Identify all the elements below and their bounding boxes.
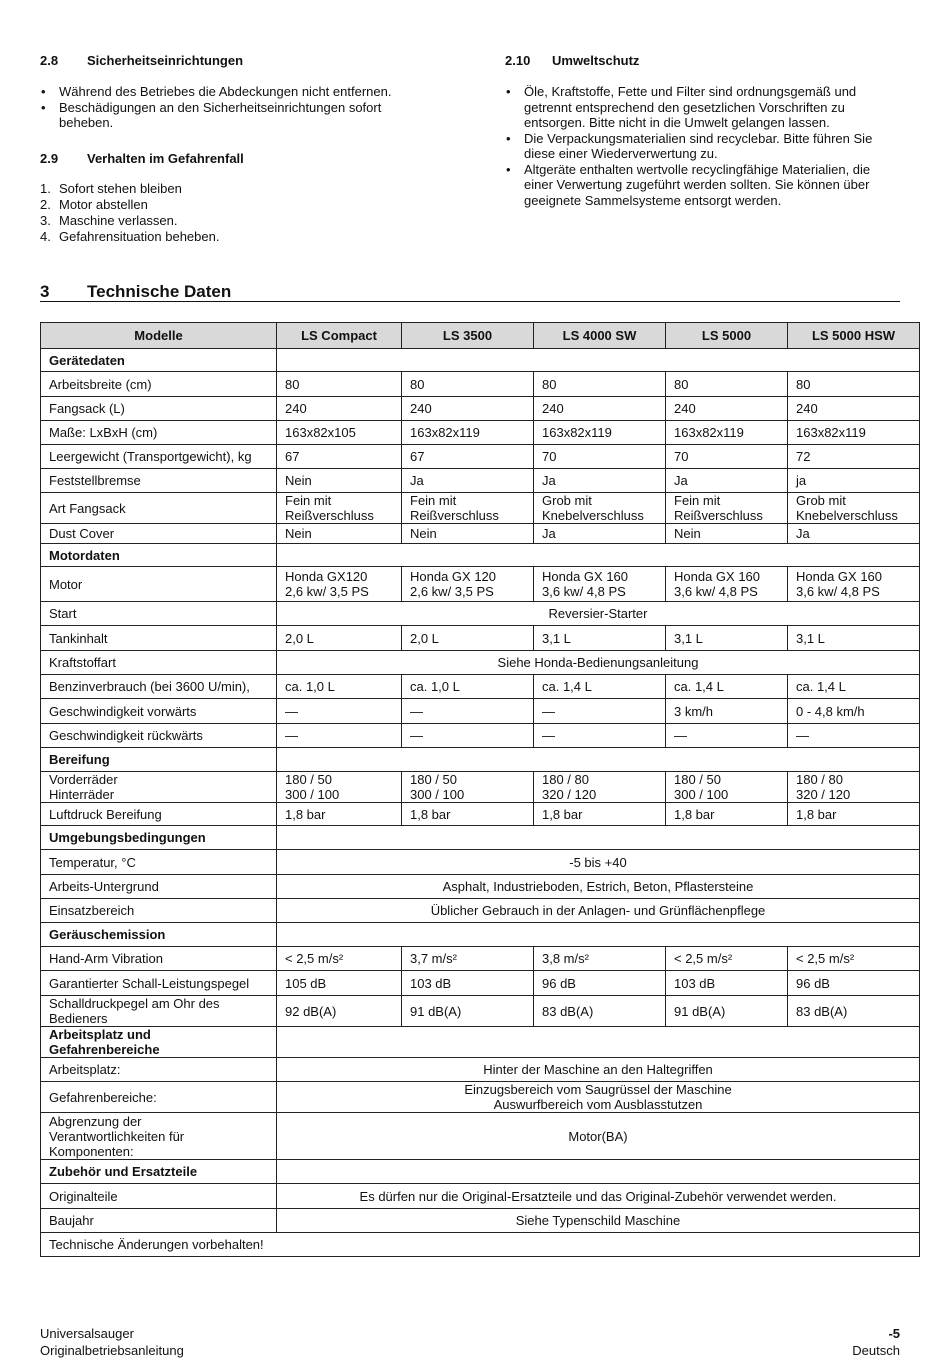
row-label: Originalteile: [41, 1184, 277, 1209]
empty-cell: [277, 349, 920, 372]
table-row: [41, 372, 920, 397]
section-label: Geräuschemission: [41, 923, 277, 947]
table-cell: —: [788, 724, 920, 748]
table-row: [41, 875, 920, 899]
table-row: [41, 971, 920, 996]
section-title: Umweltschutz: [552, 53, 640, 68]
spanned-value: Einzugsbereich vom Saugrüssel der Maschine Auswurfbereich vom Ausblasstutzen: [277, 1082, 920, 1113]
table-cell: 1,8 bar: [666, 803, 788, 826]
table-cell: Nein: [666, 524, 788, 544]
table-cell: —: [534, 724, 666, 748]
row-label: Fangsack (L): [41, 397, 277, 421]
list-item: • Die Verpackungsmaterialien sind recyclebar. Bitte führen Sie diese einer Wiederverwertung zu.: [505, 131, 895, 162]
row-label: Kraftstoffart: [41, 651, 277, 675]
table-cell: 103 dB: [666, 971, 788, 996]
table-cell: 240: [666, 397, 788, 421]
table-cell: 3 km/h: [666, 699, 788, 724]
table-cell: 3,1 L: [666, 626, 788, 651]
table-cell: 180 / 80 320 / 120: [788, 772, 920, 803]
row-label: Art Fangsack: [41, 493, 277, 524]
step-number: 3.: [40, 213, 51, 228]
column-header: LS 5000: [666, 323, 788, 349]
table-cell: 67: [402, 445, 534, 469]
table-row: [41, 651, 920, 675]
section-2-9-heading: [40, 151, 244, 166]
table-cell: 163x82x105: [277, 421, 402, 445]
row-label: Geschwindigkeit vorwärts: [41, 699, 277, 724]
table-note: Technische Änderungen vorbehalten!: [41, 1233, 920, 1257]
row-label: Tankinhalt: [41, 626, 277, 651]
empty-cell: [277, 748, 920, 772]
section-label: Arbeitsplatz und Gefahrenbereiche: [41, 1027, 277, 1058]
table-cell: 163x82x119: [788, 421, 920, 445]
section-label: Umgebungsbedingungen: [41, 826, 277, 850]
section-label: Motordaten: [41, 544, 277, 567]
table-cell: 80: [666, 372, 788, 397]
table-cell: 240: [402, 397, 534, 421]
table-cell: 83 dB(A): [534, 996, 666, 1027]
table-cell: 3,8 m/s²: [534, 947, 666, 971]
table-cell: < 2,5 m/s²: [666, 947, 788, 971]
row-label: Hand-Arm Vibration: [41, 947, 277, 971]
step-number: 2.: [40, 197, 51, 212]
table-row: [41, 1184, 920, 1209]
section-label: Gerätedaten: [41, 349, 277, 372]
table-cell: 180 / 50 300 / 100: [277, 772, 402, 803]
table-cell: 1,8 bar: [788, 803, 920, 826]
table-cell: 240: [534, 397, 666, 421]
table-cell: ca. 1,0 L: [277, 675, 402, 699]
row-label: Vorderräder Hinterräder: [41, 772, 277, 803]
step-text: Motor abstellen: [59, 197, 148, 212]
table-row: [41, 626, 920, 651]
table-row: [41, 1209, 920, 1233]
list-item: [40, 213, 430, 229]
table-cell: Honda GX 160 3,6 kw/ 4,8 PS: [788, 567, 920, 602]
column-header: LS Compact: [277, 323, 402, 349]
table-cell: Fein mit Reißverschluss: [402, 493, 534, 524]
table-cell: —: [402, 699, 534, 724]
table-cell: —: [277, 724, 402, 748]
spanned-value: Asphalt, Industrieboden, Estrich, Beton, Pflastersteine: [277, 875, 920, 899]
table-row: [41, 421, 920, 445]
section-label: Zubehör und Ersatzteile: [41, 1160, 277, 1184]
table-cell: 1,8 bar: [402, 803, 534, 826]
list-item: • Während des Betriebes die Abdeckungen nicht entfernen.: [40, 84, 430, 100]
empty-cell: [277, 544, 920, 567]
table-row: [41, 947, 920, 971]
row-label: Feststellbremse: [41, 469, 277, 493]
table-row: [41, 850, 920, 875]
footer-product: Universalsauger: [40, 1326, 134, 1341]
empty-cell: [277, 1027, 920, 1058]
footer-language: Deutsch: [852, 1343, 900, 1358]
table-cell: Honda GX120 2,6 kw/ 3,5 PS: [277, 567, 402, 602]
table-row: [41, 1058, 920, 1082]
table-cell: 1,8 bar: [277, 803, 402, 826]
row-label: Arbeitsbreite (cm): [41, 372, 277, 397]
table-cell: < 2,5 m/s²: [788, 947, 920, 971]
table-cell: ca. 1,4 L: [534, 675, 666, 699]
table-cell: 103 dB: [402, 971, 534, 996]
row-label: Garantierter Schall-Leistungspegel: [41, 971, 277, 996]
table-cell: ca. 1,4 L: [666, 675, 788, 699]
heading-rule: [40, 301, 900, 302]
step-text: Gefahrensituation beheben.: [59, 229, 220, 244]
table-cell: Honda GX 120 2,6 kw/ 3,5 PS: [402, 567, 534, 602]
table-cell: 0 - 4,8 km/h: [788, 699, 920, 724]
table-row: [41, 899, 920, 923]
table-row: [41, 469, 920, 493]
table-row: [41, 699, 920, 724]
table-body: [41, 349, 920, 1257]
table-row: [41, 397, 920, 421]
table-cell: 3,1 L: [788, 626, 920, 651]
row-label: Benzinverbrauch (bei 3600 U/min),: [41, 675, 277, 699]
table-section-row: [41, 826, 920, 850]
table-cell: —: [534, 699, 666, 724]
column-header: LS 3500: [402, 323, 534, 349]
section-title: Sicherheitseinrichtungen: [87, 53, 244, 68]
table-section-row: [41, 923, 920, 947]
table-section-row: [41, 1027, 920, 1058]
list-item: [40, 181, 430, 197]
table-cell: —: [666, 724, 788, 748]
safety-devices-list: [40, 84, 430, 131]
row-label: Gefahrenbereiche:: [41, 1082, 277, 1113]
row-label: Einsatzbereich: [41, 899, 277, 923]
row-label: Dust Cover: [41, 524, 277, 544]
table-cell: —: [277, 699, 402, 724]
table-cell: 240: [788, 397, 920, 421]
table-row: [41, 803, 920, 826]
section-2-8-heading: [40, 53, 243, 68]
list-item: • Beschädigungen an den Sicherheitseinrichtungen sofort beheben.: [40, 100, 430, 131]
table-cell: Ja: [788, 524, 920, 544]
row-label: Temperatur, °C: [41, 850, 277, 875]
table-cell: 180 / 50 300 / 100: [666, 772, 788, 803]
table-cell: 80: [534, 372, 666, 397]
row-label: Geschwindigkeit rückwärts: [41, 724, 277, 748]
table-row: [41, 567, 920, 602]
table-header-row: [41, 323, 920, 349]
table-row: [41, 1113, 920, 1160]
spanned-value: Es dürfen nur die Original-Ersatzteile und das Original-Zubehör verwendet werden.: [277, 1184, 920, 1209]
table-cell: Ja: [534, 469, 666, 493]
table-cell: Fein mit Reißverschluss: [277, 493, 402, 524]
table-row: [41, 445, 920, 469]
list-item: • Altgeräte enthalten wertvolle recyclingfähige Materialien, die einer Verwertung zugeführt werden sollten. Sie können über geeignete Sammelsysteme entsorgt werden.: [505, 162, 895, 209]
table-row: [41, 524, 920, 544]
table-cell: 67: [277, 445, 402, 469]
empty-cell: [277, 1160, 920, 1184]
table-cell: 80: [277, 372, 402, 397]
row-label: Arbeits-Untergrund: [41, 875, 277, 899]
table-cell: 96 dB: [534, 971, 666, 996]
table-section-row: [41, 349, 920, 372]
spanned-value: Siehe Honda-Bedienungsanleitung: [277, 651, 920, 675]
table-cell: Grob mit Knebelverschluss: [788, 493, 920, 524]
table-cell: Grob mit Knebelverschluss: [534, 493, 666, 524]
spanned-value: Üblicher Gebrauch in der Anlagen- und Grünflächenpflege: [277, 899, 920, 923]
table-cell: Honda GX 160 3,6 kw/ 4,8 PS: [534, 567, 666, 602]
row-label: Motor: [41, 567, 277, 602]
table-cell: 2,0 L: [402, 626, 534, 651]
table-cell: 80: [788, 372, 920, 397]
row-label: Abgrenzung der Verantwortlichkeiten für Komponenten:: [41, 1113, 277, 1160]
table-cell: 80: [402, 372, 534, 397]
row-label: Start: [41, 602, 277, 626]
table-cell: 91 dB(A): [402, 996, 534, 1027]
table-cell: 96 dB: [788, 971, 920, 996]
table-cell: 92 dB(A): [277, 996, 402, 1027]
table-cell: 91 dB(A): [666, 996, 788, 1027]
section-title: Verhalten im Gefahrenfall: [87, 151, 244, 166]
section-number: 2.8: [40, 53, 59, 68]
table-cell: 83 dB(A): [788, 996, 920, 1027]
table-section-row: [41, 1160, 920, 1184]
section-2-10-heading: [505, 53, 639, 68]
table-cell: 163x82x119: [666, 421, 788, 445]
step-text: Sofort stehen bleiben: [59, 181, 182, 196]
list-item: [40, 197, 430, 213]
table-row: [41, 772, 920, 803]
list-item: • Öle, Kraftstoffe, Fette und Filter sind ordnungsgemäß und getrennt entsprechend den gesetzlichen Vorschriften zu entsorgen. Bitte nicht in die Umwelt gelangen lassen.: [505, 84, 895, 131]
table-row: [41, 675, 920, 699]
footer-right: [852, 1325, 900, 1359]
emergency-steps-list: [40, 181, 430, 245]
table-cell: Ja: [402, 469, 534, 493]
section-label: Bereifung: [41, 748, 277, 772]
column-header: LS 5000 HSW: [788, 323, 920, 349]
section-title: Technische Daten: [87, 282, 232, 301]
footer-left: [40, 1325, 184, 1359]
spanned-value: Reversier-Starter: [277, 602, 920, 626]
table-cell: Fein mit Reißverschluss: [666, 493, 788, 524]
column-header: Modelle: [41, 323, 277, 349]
section-3-heading: [40, 282, 231, 302]
table-cell: 70: [666, 445, 788, 469]
table-cell: 2,0 L: [277, 626, 402, 651]
table-cell: Honda GX 160 3,6 kw/ 4,8 PS: [666, 567, 788, 602]
step-text: Maschine verlassen.: [59, 213, 178, 228]
table-cell: 72: [788, 445, 920, 469]
row-label: Luftdruck Bereifung: [41, 803, 277, 826]
footer-doc-type: Originalbetriebsanleitung: [40, 1343, 184, 1358]
table-cell: 1,8 bar: [534, 803, 666, 826]
list-item: [40, 229, 430, 245]
table-cell: ca. 1,4 L: [788, 675, 920, 699]
table-cell: 3,7 m/s²: [402, 947, 534, 971]
table-cell: ca. 1,0 L: [402, 675, 534, 699]
table-cell: 163x82x119: [402, 421, 534, 445]
spanned-value: Siehe Typenschild Maschine: [277, 1209, 920, 1233]
spanned-value: -5 bis +40: [277, 850, 920, 875]
step-number: 1.: [40, 181, 51, 196]
table-cell: ja: [788, 469, 920, 493]
spanned-value: Motor(BA): [277, 1113, 920, 1160]
table-row: [41, 724, 920, 748]
page-number: -5: [888, 1326, 900, 1341]
table-cell: —: [402, 724, 534, 748]
section-number: 2.9: [40, 151, 59, 166]
spanned-value: Hinter der Maschine an den Haltegriffen: [277, 1058, 920, 1082]
table-cell: 105 dB: [277, 971, 402, 996]
table-row: [41, 1082, 920, 1113]
empty-cell: [277, 826, 920, 850]
column-header: LS 4000 SW: [534, 323, 666, 349]
table-row: [41, 493, 920, 524]
table-row: [41, 602, 920, 626]
table-cell: < 2,5 m/s²: [277, 947, 402, 971]
table-row: [41, 996, 920, 1027]
table-cell: Nein: [277, 469, 402, 493]
empty-cell: [277, 923, 920, 947]
section-number: 2.10: [505, 53, 531, 68]
technical-data-table: [40, 322, 920, 1257]
table-cell: 70: [534, 445, 666, 469]
table-cell: 180 / 50 300 / 100: [402, 772, 534, 803]
section-number: 3: [40, 282, 50, 301]
table-cell: 180 / 80 320 / 120: [534, 772, 666, 803]
step-number: 4.: [40, 229, 51, 244]
row-label: Leergewicht (Transportgewicht), kg: [41, 445, 277, 469]
table-cell: Ja: [666, 469, 788, 493]
table-cell: 163x82x119: [534, 421, 666, 445]
table-cell: 3,1 L: [534, 626, 666, 651]
row-label: Schalldruckpegel am Ohr des Bedieners: [41, 996, 277, 1027]
table-cell: Nein: [402, 524, 534, 544]
environment-list: [505, 84, 895, 208]
row-label: Maße: LxBxH (cm): [41, 421, 277, 445]
row-label: Baujahr: [41, 1209, 277, 1233]
table-cell: Nein: [277, 524, 402, 544]
table-row: [41, 1233, 920, 1257]
row-label: Arbeitsplatz:: [41, 1058, 277, 1082]
table-cell: Ja: [534, 524, 666, 544]
table-section-row: [41, 748, 920, 772]
table-section-row: [41, 544, 920, 567]
table-cell: 240: [277, 397, 402, 421]
